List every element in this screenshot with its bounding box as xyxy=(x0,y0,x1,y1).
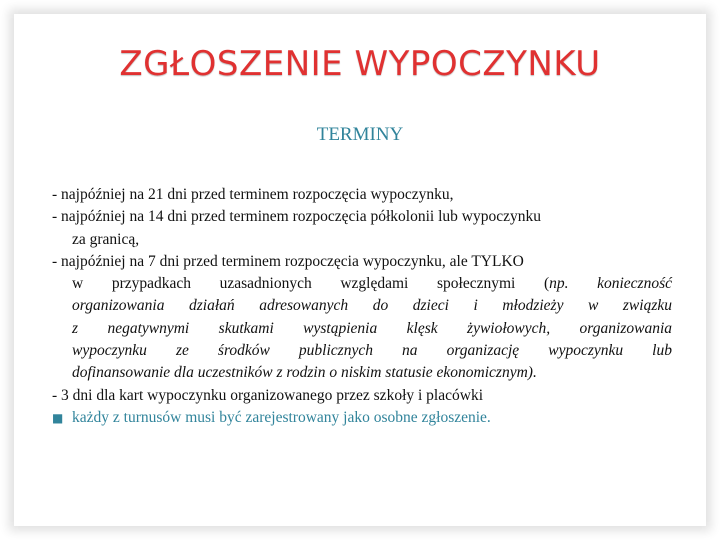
slide-title: ZGŁOSZENIE WYPOCZYNKU xyxy=(119,44,601,84)
deadline-14-days: - najpóźniej na 14 dni przed terminem rozpoczęcia półkolonii lub wypoczynku xyxy=(52,208,541,226)
example-line-3: wypoczynku ze środków publicznych na organizację wypoczynku lub xyxy=(72,342,672,360)
square-bullet-icon: ■ xyxy=(52,410,64,425)
deadline-7-days: - najpóźniej na 7 dni przed terminem rozpoczęcia wypoczynku, ale TYLKO xyxy=(52,252,524,270)
registration-note xyxy=(52,407,672,429)
deadline-3-days: - 3 dni dla kart wypoczynku organizowanego przez szkoły i placówki xyxy=(52,386,483,404)
example-line-2: z negatywnymi skutkami wystąpienia klęsk żywiołowych, organizowania xyxy=(72,319,672,337)
deadline-list xyxy=(52,184,672,429)
deadline-7-days-condition xyxy=(52,273,672,295)
condition-text: w przypadkach uzasadnionych względami społecznymi ( xyxy=(72,275,550,293)
example-line-4: dofinansowanie dla uczestników z rodzin o niskim statusie ekonomicznym). xyxy=(72,364,537,382)
deadline-14-days-cont: za granicą, xyxy=(72,230,140,248)
slide-subtitle: TERMINY xyxy=(316,124,404,145)
deadline-21-days: - najpóźniej na 21 dni przed terminem rozpoczęcia wypoczynku, xyxy=(52,186,454,203)
example-line-1: organizowania działań adresowanych do dzieci i młodzieży w związku xyxy=(72,297,672,315)
condition-example: np. konieczność xyxy=(549,275,672,293)
registration-note-text: każdy z turnusów musi być zarejestrowany jako osobne zgłoszenie. xyxy=(72,408,491,426)
